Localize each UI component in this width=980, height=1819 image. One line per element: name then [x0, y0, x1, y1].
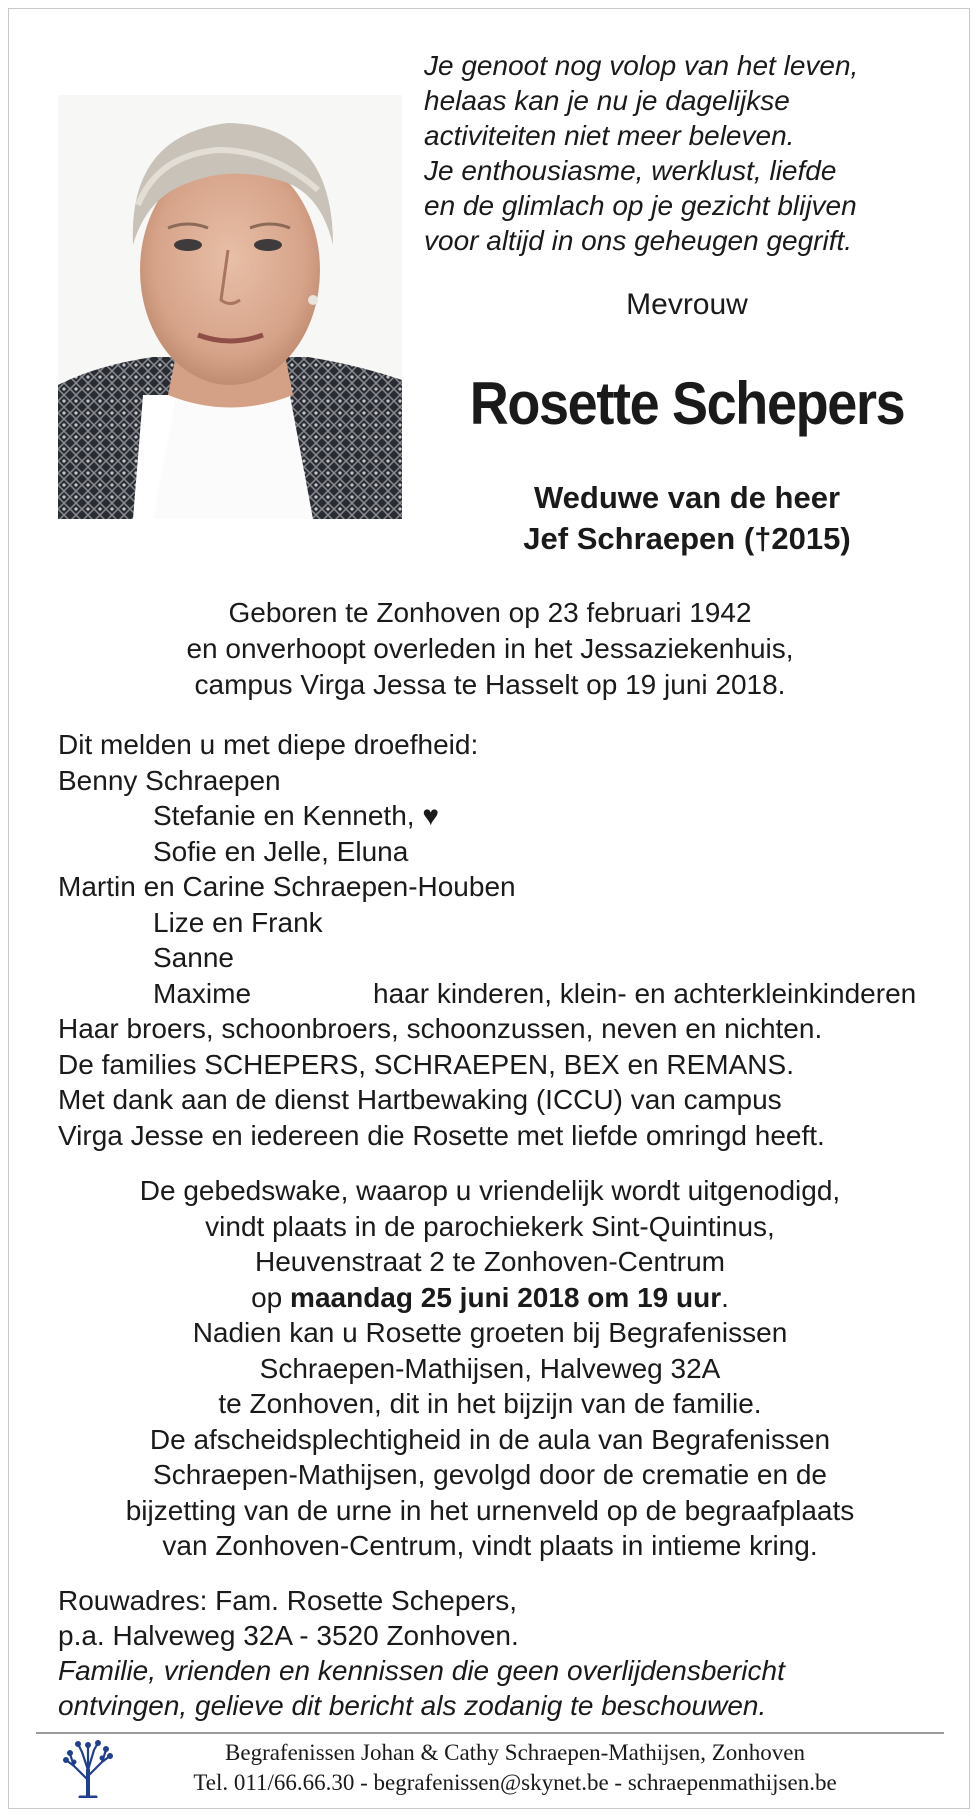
poem-line: Je enthousiasme, werklust, liefde: [424, 155, 837, 186]
ceremony-line: Nadien kan u Rosette groeten bij Begrafenissen: [192, 1317, 788, 1348]
ceremony-line: Schraepen-Mathijsen, gevolgd door de crematie en de: [153, 1459, 827, 1490]
ceremony-line: van Zonhoven-Centrum, vindt plaats in intieme kring.: [162, 1530, 818, 1561]
born-line: en onverhoopt overleden in het Jessaziekenhuis,: [186, 633, 794, 664]
footer-divider: [36, 1732, 944, 1734]
widow-line: Weduwe van de heer: [533, 480, 841, 515]
family-list: [58, 727, 968, 1153]
poem-line: helaas kan je nu je dagelijkse: [424, 85, 790, 116]
thanks-line: Met dank aan de dienst Hartbewaking (ICCU) van campus: [58, 1084, 782, 1115]
family-grandchildren: Sanne: [153, 942, 234, 973]
tree-icon: [62, 1740, 114, 1798]
family-names: De families SCHEPERS, SCHRAEPEN, BEX en REMANS.: [58, 1048, 794, 1080]
ceremony-date-prefix: op: [251, 1281, 291, 1313]
family-grandchildren: Stefanie en Kenneth, ♥: [153, 800, 439, 831]
thanks-line: Virga Jesse en iedereen die Rosette met liefde omringd heeft.: [58, 1119, 825, 1151]
ceremony-line: De gebedswake, waarop u vriendelijk wordt uitgenodigd,: [139, 1175, 841, 1206]
memorial-poem: [424, 48, 964, 258]
widow-notice: [424, 477, 950, 559]
ceremony-details: [40, 1173, 940, 1564]
ceremony-date-line: [40, 1280, 940, 1316]
born-line: Geboren te Zonhoven op 23 februari 1942: [228, 597, 752, 628]
born-line: campus Virga Jessa te Hasselt op 19 juni 2018.: [194, 669, 786, 700]
poem-line: activiteiten niet meer beleven.: [424, 120, 795, 151]
family-grandchildren-row: [58, 976, 968, 1012]
poem-line: voor altijd in ons geheugen gegrift.: [424, 225, 853, 256]
ceremony-line: te Zonhoven, dit in het bijzijn van de familie.: [218, 1388, 762, 1419]
birth-death-details: [40, 595, 940, 703]
address-note: Familie, vrienden en kennissen die geen overlijdensbericht: [58, 1655, 785, 1686]
funeral-home-footer: [120, 1738, 910, 1798]
salutation: Mevrouw: [626, 288, 748, 321]
family-grandchildren: Lize en Frank: [153, 906, 323, 938]
family-child: Martin en Carine Schraepen-Houben: [58, 871, 516, 902]
family-intro: Dit melden u met diepe droefheid:: [58, 729, 479, 760]
deceased-name: Rosette Schepers: [469, 370, 905, 437]
ceremony-line: bijzetting van de urne in het urnenveld op de begraafplaats: [125, 1494, 855, 1526]
address-note: ontvingen, gelieve dit bericht als zodanig te beschouwen.: [58, 1690, 767, 1721]
portrait-photo: [58, 95, 402, 519]
poem-line: en de glimlach op je gezicht blijven: [424, 190, 857, 221]
family-grandchildren: Maxime: [153, 977, 252, 1009]
condolence-address: [58, 1583, 968, 1723]
ceremony-date: maandag 25 juni 2018 om 19 uur: [290, 1281, 722, 1313]
family-grandchildren: Sofie en Jelle, Eluna: [153, 835, 409, 867]
widow-line: Jef Schraepen (†2015): [523, 521, 851, 556]
funeral-home-name: Begrafenissen Johan & Cathy Schraepen-Mathijsen, Zonhoven: [225, 1740, 805, 1765]
address-line: Rouwadres: Fam. Rosette Schepers,: [58, 1585, 518, 1616]
ceremony-date-suffix: .: [721, 1281, 729, 1313]
family-child: Benny Schraepen: [58, 764, 281, 796]
family-relation-tag: haar kinderen, klein- en achterkleinkinderen: [373, 977, 917, 1009]
ceremony-line: De afscheidsplechtigheid in de aula van Begrafenissen: [149, 1423, 831, 1455]
family-siblings: Haar broers, schoonbroers, schoonzussen, neven en nichten.: [58, 1013, 823, 1044]
address-line: p.a. Halveweg 32A - 3520 Zonhoven.: [58, 1620, 519, 1651]
ceremony-line: Schraepen-Mathijsen, Halveweg 32A: [259, 1352, 721, 1384]
funeral-home-contact: Tel. 011/66.66.30 - begrafenissen@skynet.be - schraepenmathijsen.be: [193, 1770, 837, 1795]
poem-line: Je genoot nog volop van het leven,: [424, 50, 859, 81]
ceremony-line: Heuvenstraat 2 te Zonhoven-Centrum: [254, 1246, 726, 1277]
ceremony-line: vindt plaats in de parochiekerk Sint-Quintinus,: [205, 1210, 775, 1242]
